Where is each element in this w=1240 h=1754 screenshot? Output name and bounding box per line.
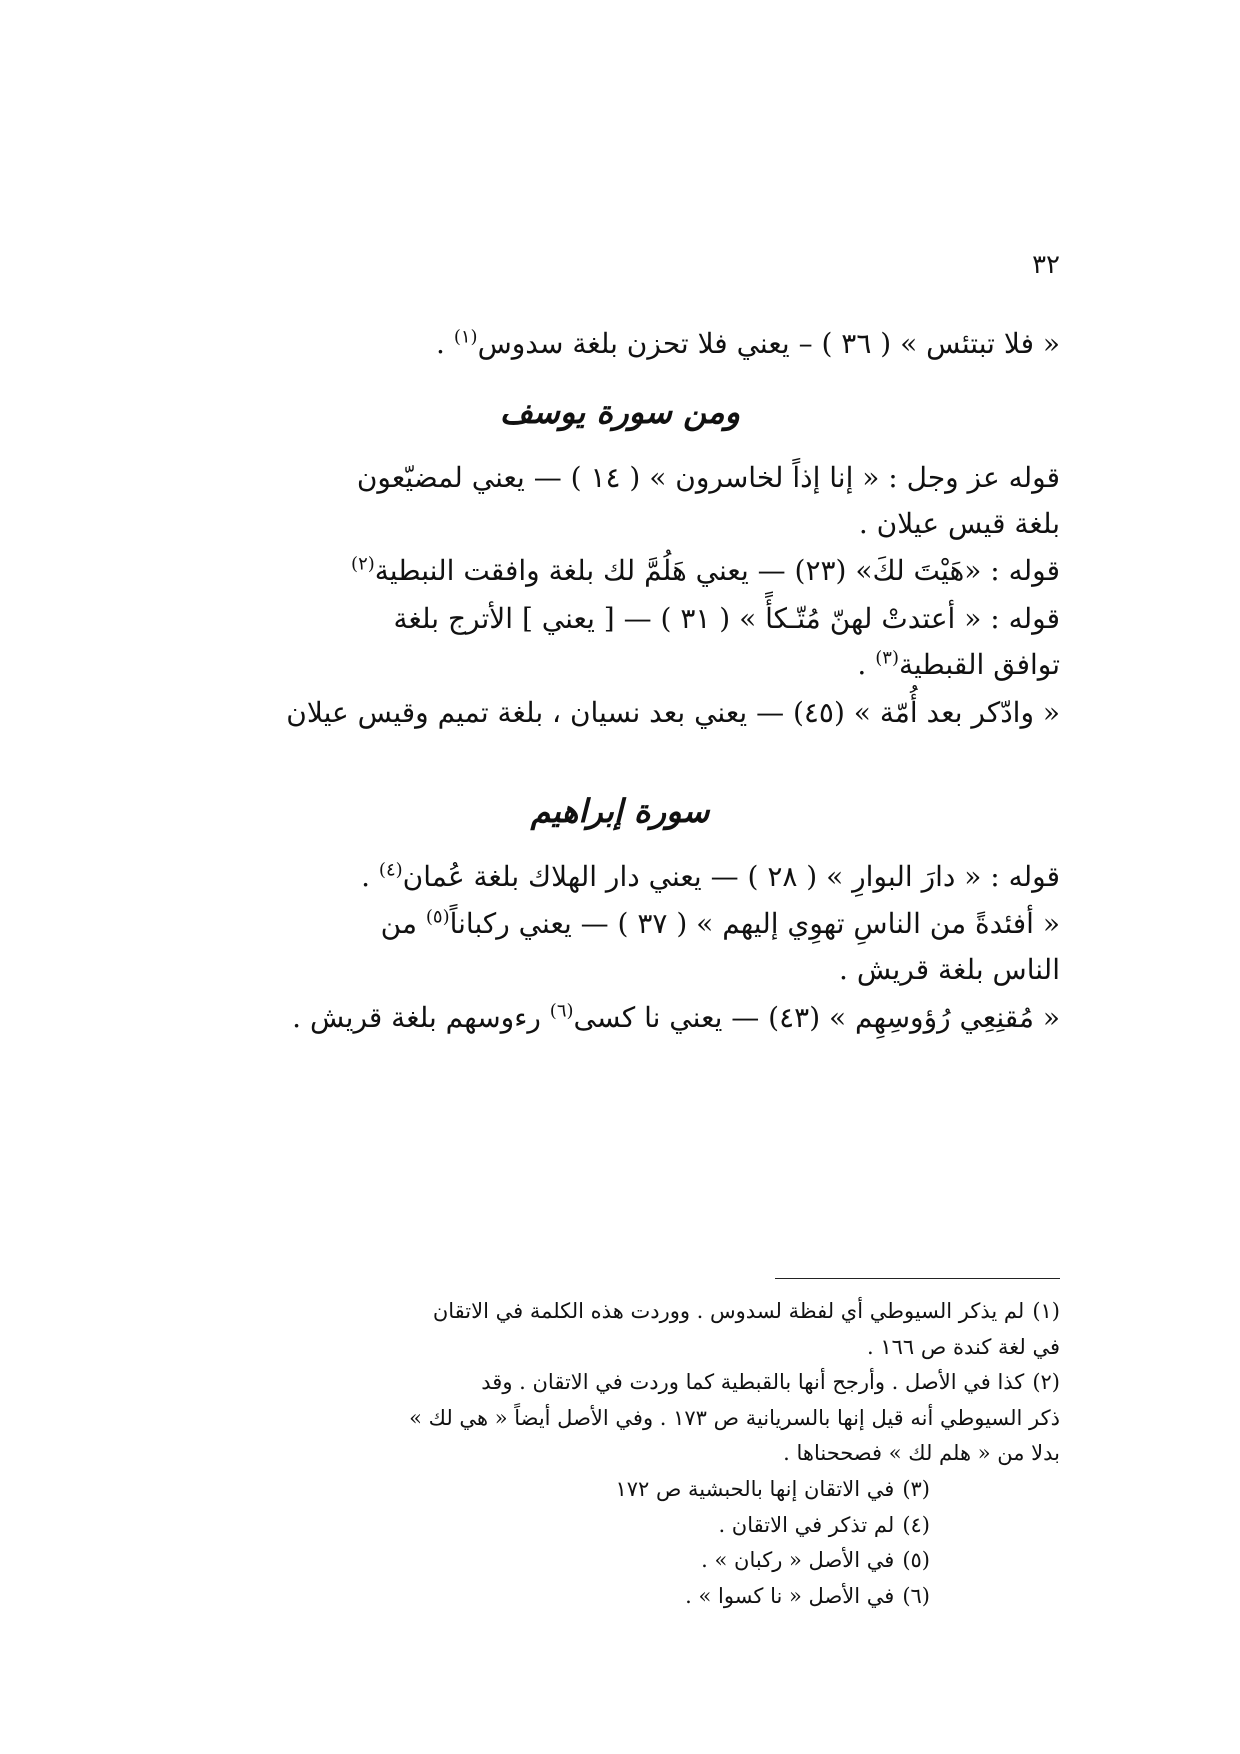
- page-number: ٣٢: [1032, 250, 1060, 280]
- footnote-text: ذكر السيوطي أنه قيل إنها بالسريانية ص ١٧٣ . وفي الأصل أيضاً « هي لك »: [409, 1405, 1060, 1430]
- line-text: بلغة قيس عيلان .: [858, 506, 1060, 540]
- footnote-text: في الأصل « ركبان » .: [701, 1548, 895, 1573]
- line-text: « أفئدةً من الناسِ تهوِي إليهم » ( ٣٧ ) — يعني ركباناً: [449, 907, 1060, 941]
- footnote: [180, 1473, 1060, 1507]
- line-text: قوله : « أعتدتْ لهنّ مُتّـكأً » ( ٣١ ) — [ يعني ] الأترج بلغة: [393, 602, 1060, 636]
- footnote-number: (٥): [902, 1548, 930, 1573]
- footnote-number: (٢): [1032, 1370, 1060, 1395]
- footnote-ref: (٣): [875, 647, 899, 669]
- section-heading-ibrahim: سورة إبراهيم: [530, 791, 710, 830]
- text-line: [180, 505, 1060, 543]
- text-line: « فلا تبتئس » ( ٣٦ ) – يعني فلا تحزن بلغة سدوس$^{(١)}$ .: [436, 326, 1060, 360]
- footnote: [180, 1437, 1060, 1471]
- footnote-ref: (١): [453, 326, 478, 348]
- footnote-ref: (٤): [378, 859, 403, 881]
- footnote-number: (٦): [902, 1583, 930, 1608]
- main-text: [180, 325, 1060, 1047]
- line-text: توافق القبطية: [898, 647, 1060, 681]
- footnote-text: في الأصل « نا كسوا » .: [685, 1583, 895, 1608]
- footnote: [180, 1580, 1060, 1614]
- footnote-divider: [775, 1278, 1060, 1279]
- footnote-ref: (٥): [425, 907, 450, 929]
- section-heading-yusuf: ومن سورة يوسف: [499, 392, 741, 431]
- footnote: [180, 1402, 1060, 1436]
- footnote: [180, 1509, 1060, 1543]
- footnote-number: (١): [1032, 1299, 1060, 1323]
- text-line: [180, 600, 1060, 638]
- footnote: [180, 1331, 1060, 1365]
- footnote-number: (٤): [902, 1512, 930, 1537]
- footnote-text: لم يذكر السيوطي أي لفظة لسدوس . ووردت هذه الكلمة في الاتقان: [432, 1299, 1025, 1323]
- line-text: « وادّكر بعد أُمّة » (٤٥) — يعني بعد نسيان ، بلغة تميم وقيس عيلان: [286, 695, 1060, 729]
- line-text: الناس بلغة قريش .: [839, 953, 1060, 987]
- footnote: [180, 1295, 1060, 1329]
- footnote-text: بدلا من « هلم لك » فصححناها .: [783, 1441, 1060, 1466]
- text-line: [180, 951, 1060, 989]
- line-text: « فلا تبتئس » ( ٣٦ ) – يعني فلا تحزن بلغة سدوس: [477, 327, 1060, 360]
- footnote-text: كذا في الأصل . وأرجح أنها بالقبطية كما وردت في الاتقان . وقد: [481, 1370, 1025, 1395]
- text-line: [180, 552, 1060, 590]
- footnote-text: لم تذكر في الاتقان .: [718, 1512, 895, 1537]
- footnote-text: في لغة كندة ص ١٦٦ .: [867, 1334, 1060, 1359]
- line-text: قوله : «هَيْتَ لكَ» (٢٣) — يعني هَلُمَّ لك بلغة وافقت النبطية: [374, 554, 1060, 588]
- footnote: [180, 1366, 1060, 1400]
- footnote-text: في الاتقان إنها بالحبشية ص ١٧٢: [615, 1476, 895, 1501]
- footnotes: [180, 1295, 1060, 1615]
- footnote-number: (٣): [902, 1476, 930, 1501]
- text-line: [180, 694, 1060, 732]
- text-line: قوله : « دارَ البوارِ » ( ٢٨ ) — يعني دار الهلاك بلغة عُمان$^{(٤)}$ .: [361, 859, 1060, 893]
- text-line: توافق القبطية$^{(٣)}$ .: [857, 647, 1060, 681]
- text-line: [180, 999, 1060, 1037]
- text-line: [180, 459, 1060, 497]
- line-text: قوله عز وجل : « إنا إذاً لخاسرون » ( ١٤ ) — يعني لمضيّعون: [356, 460, 1060, 494]
- footnote: [180, 1544, 1060, 1578]
- footnote-ref: (٢): [351, 554, 375, 576]
- text-line: [180, 905, 1060, 943]
- line-text: من: [380, 907, 417, 941]
- line-text: رءوسهم بلغة قريش .: [292, 1000, 541, 1034]
- line-text: « مُقنِعِي رُؤوسِهِم » (٤٣) — يعني نا كسى: [573, 1000, 1060, 1034]
- footnote-ref: (٦): [549, 1000, 574, 1022]
- line-text: قوله : « دارَ البوارِ » ( ٢٨ ) — يعني دار الهلاك بلغة عُمان: [402, 859, 1060, 893]
